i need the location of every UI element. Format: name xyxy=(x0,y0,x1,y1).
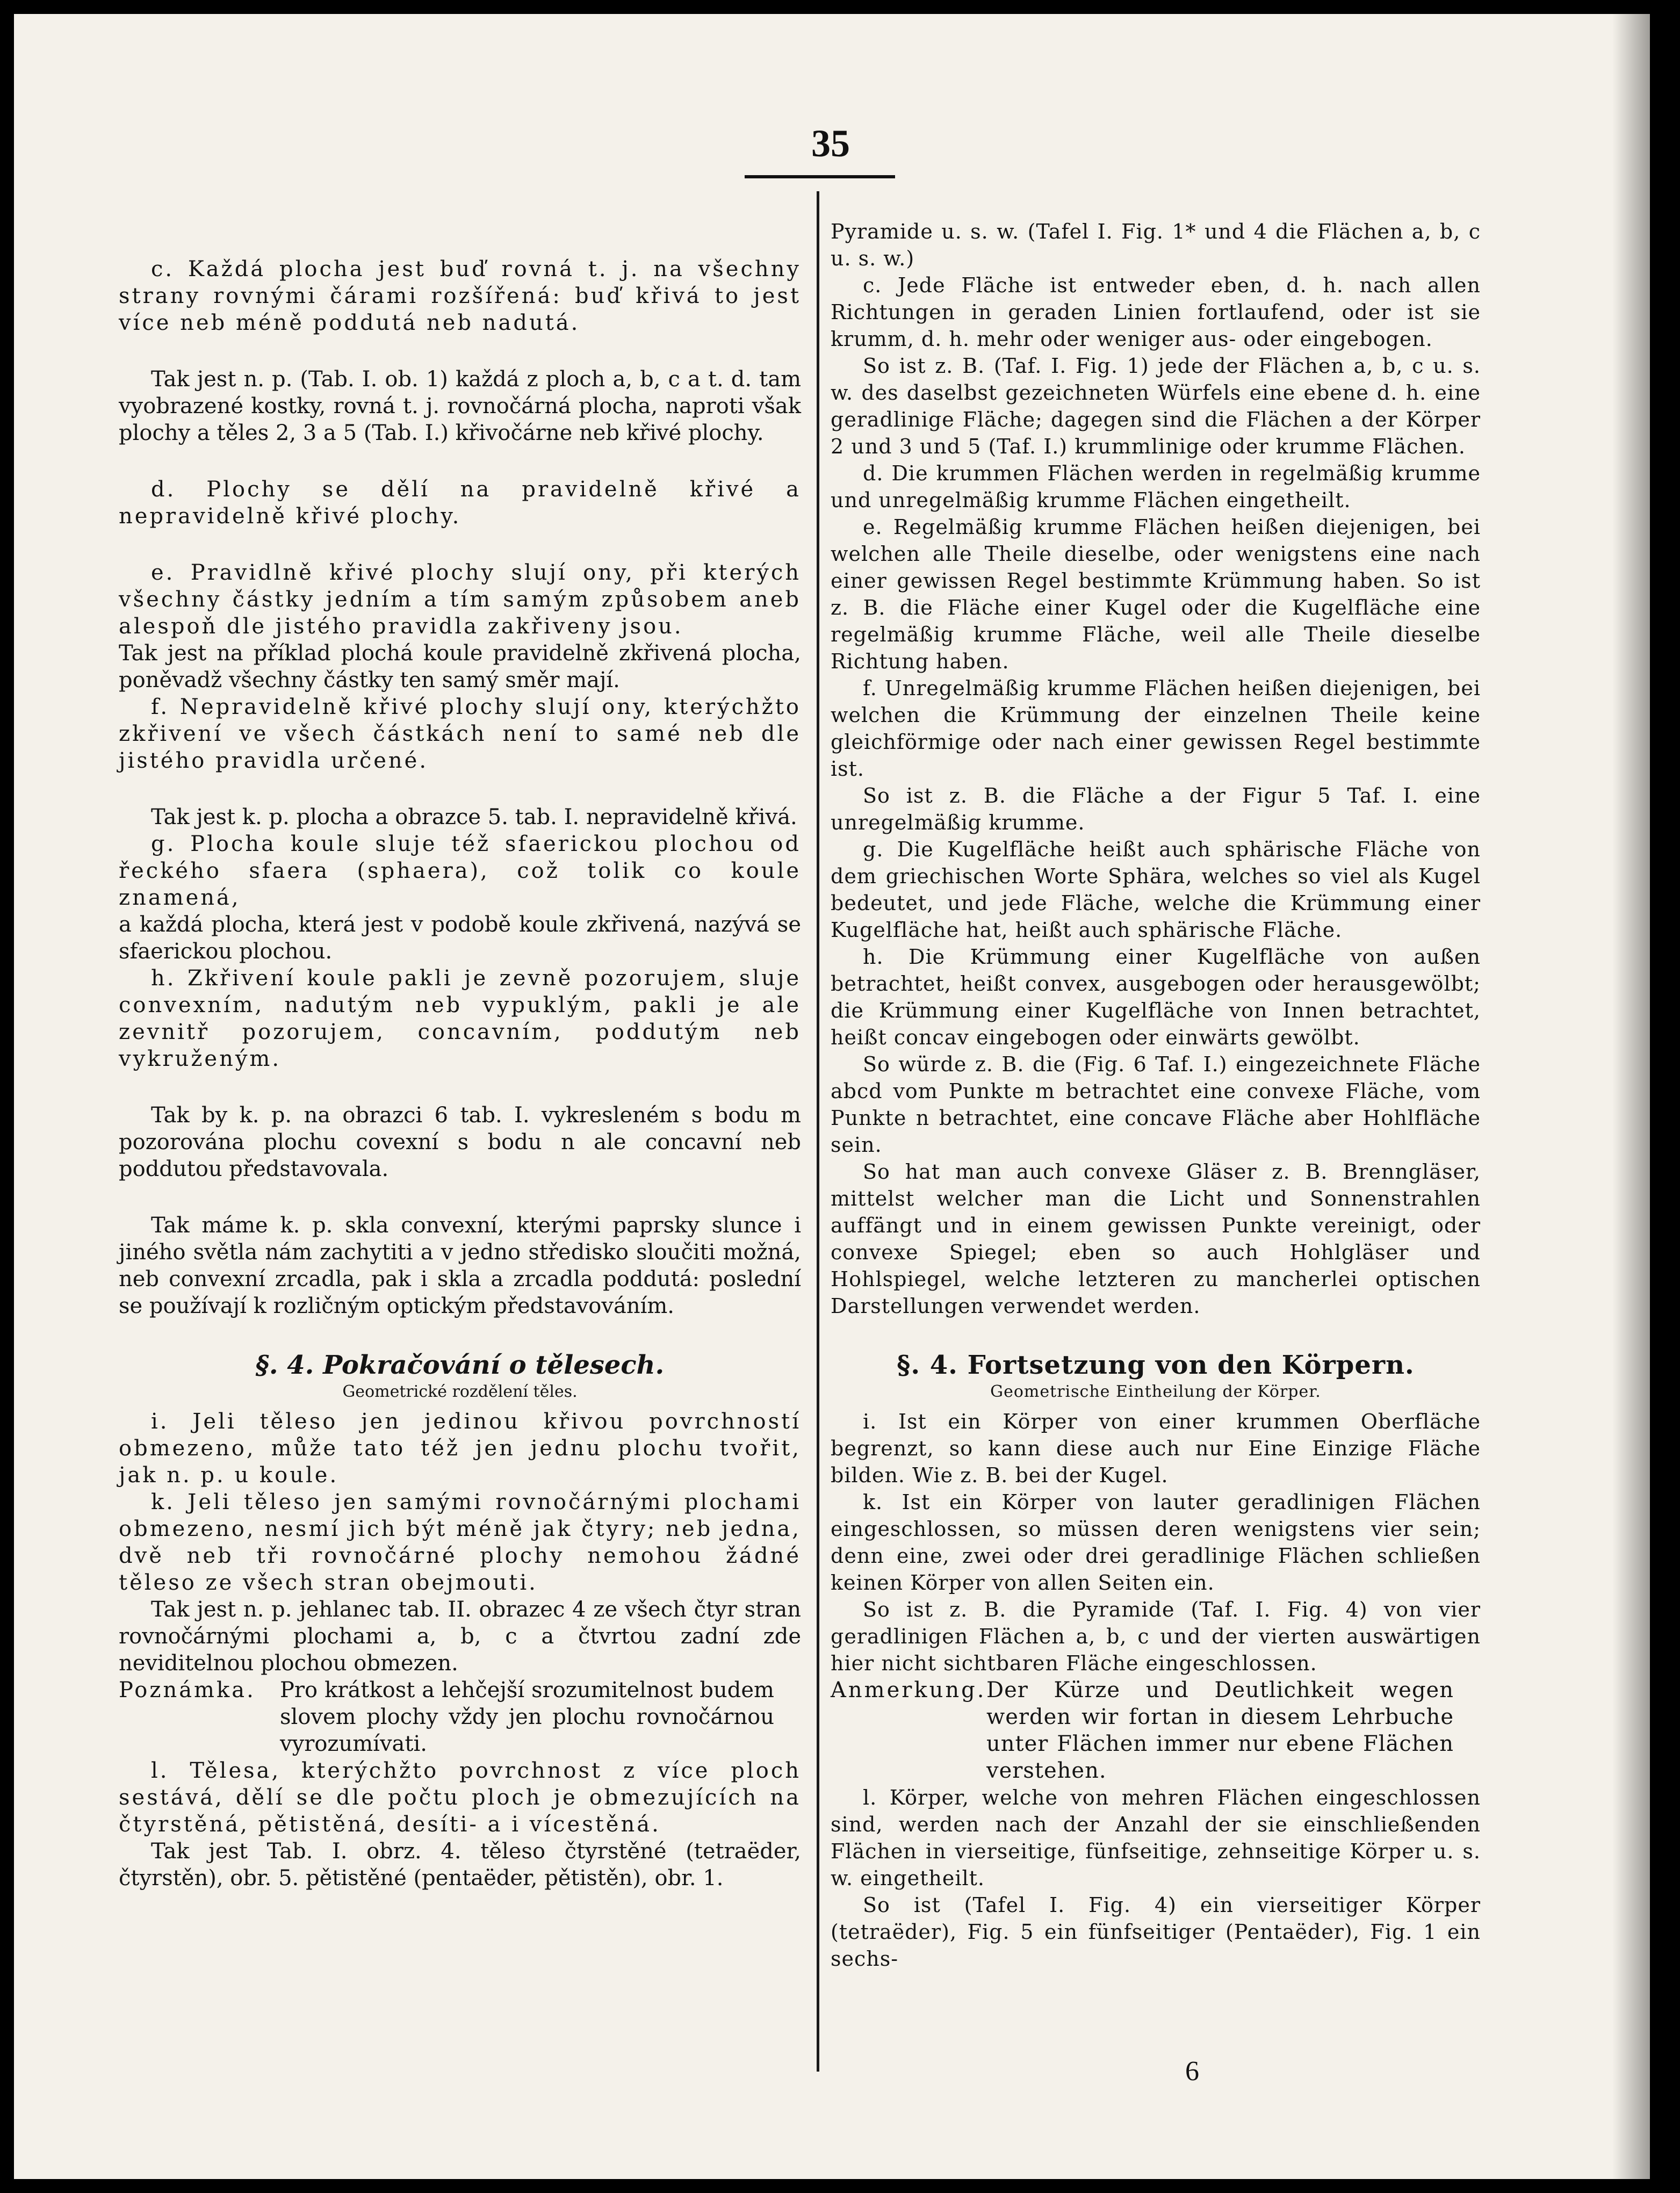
czech-paragraph: Tak jest n. p. (Tab. I. ob. 1) každá z ploch a, b, c a t. d. tam vyobrazené kostky, rovná t. j. rovnočárná plocha, naproti však plochy a těles 2, 3 a 5 (Tab. I.) křivočárne neb křivé plochy. xyxy=(119,367,801,445)
german-paragraph: So würde z. B. die (Fig. 6 Taf. I.) eingezeichnete Fläche abcd vom Punkte m betrachtet eine convexe Fläche, vom Punkte n betrachtet, eine concave Fläche aber Hohlfläche sein. xyxy=(831,1052,1481,1157)
page-number-rule xyxy=(745,175,895,178)
german-paragraph-f: f. Unregelmäßig krumme Flächen heißen diejenigen, bei welchen die Krümmung der einzelnen Theile keine gleichförmige oder nach einer gewissen Regel bestimmte ist. xyxy=(831,676,1481,781)
page-edge-shadow xyxy=(1612,14,1650,2179)
german-paragraph: So ist z. B. die Pyramide (Taf. I. Fig. 4) von vier geradlinigen Flächen a, b, c und der vierten auswärtigen hier nicht sichtbaren Fläche eingeschlossen. xyxy=(831,1598,1481,1675)
german-paragraph: So ist z. B. die Fläche a der Figur 5 Taf. I. eine unregelmäßig krumme. xyxy=(831,784,1481,834)
german-column xyxy=(831,218,1481,1972)
german-section-heading: §. 4. Fortsetzung von den Körpern. xyxy=(897,1350,1415,1380)
czech-paragraph-g: g. Plocha koule sluje též sfaerickou plochou od řeckého sfaera (sphaera), což tolik co koule znamená, xyxy=(119,832,801,910)
german-paragraph-g: g. Die Kugelfläche heißt auch sphärische Fläche von dem griechischen Worte Sphära, welches so viel als Kugel bedeutet, und jede Fläche, welche die Krümmung einer Kugelfläche hat, heißt auch sphärische Fläche. xyxy=(831,838,1481,942)
column-divider xyxy=(817,191,819,2072)
czech-note xyxy=(119,1677,801,1757)
german-paragraph-k: k. Ist ein Körper von lauter geradlinigen Flächen eingeschlossen, so müssen deren wenigstens vier sein; denn eine, zwei oder drei geradlinige Flächen schließen keinen Körper von allen Seiten ein. xyxy=(831,1490,1481,1595)
czech-paragraph: Tak jest n. p. jehlanec tab. II. obrazec 4 ze všech čtyr stran rovnočárnými plochami a, b, c a čtvrtou zadní zde neviditelnou plochou obmezen. xyxy=(119,1597,801,1676)
czech-paragraph: Tak jest k. p. plocha a obrazce 5. tab. I. nepravidelně křivá. xyxy=(151,805,797,829)
czech-paragraph: Tak jest Tab. I. obrz. 4. těleso čtyrstěné (tetraëder, čtyrstěn), obr. 5. pětistěné (pentaëder, pětistěn), obr. 1. xyxy=(119,1839,801,1891)
german-paragraph: So hat man auch convexe Gläser z. B. Brenngläser, mittelst welcher man die Licht und Sonnenstrahlen auffängt und in einem gewissen Punkte vereinigt, oder convexe Spiegel; eben so auch Hohlgläser und Hohlspiegel, welche letzteren zu mancherlei optischen Darstellungen verwendet werden. xyxy=(831,1160,1481,1318)
page-number: 35 xyxy=(811,122,850,165)
german-paragraph-e: e. Regelmäßig krumme Flächen heißen diejenigen, bei welchen alle Theile dieselbe, oder wenigstens eine nach einer gewissen Regel bestimmte Krümmung haben. So ist z. B. die Fläche einer Kugel oder die Kugelfläche eine regelmäßig krumme Fläche, weil alle Theile dieselbe Richtung haben. xyxy=(831,515,1481,673)
german-note-label: Anmerkung. xyxy=(831,1678,986,1703)
german-note-text: Der Kürze und Deutlichkeit wegen werden wir fortan in diesem Lehrbuche unter Flächen immer nur ebene Flächen verstehen. xyxy=(986,1678,1454,1783)
czech-column xyxy=(119,218,801,1892)
czech-note-text: Pro krátkost a lehčejší srozumitelnost budem slovem plochy vždy jen plochu rovnočárnou vyrozumívati. xyxy=(280,1678,774,1756)
german-paragraph-l: l. Körper, welche von mehren Flächen eingeschlossen sind, werden nach der Anzahl der sie einschließenden Flächen in vierseitige, fünfseitige, zehnseitige Körper u. s. w. eingetheilt. xyxy=(831,1786,1481,1890)
czech-paragraph-f: f. Nepravidelně křivé plochy slují ony, kterýchžto zkřivení ve všech částkách není to samé neb dle jistého pravidla určené. xyxy=(119,695,801,773)
german-paragraph: So ist z. B. (Taf. I. Fig. 1) jede der Flächen a, b, c u. s. w. des daselbst gezeichneten Würfels eine ebene d. h. eine geradlinige Fläche; dagegen sind die Flächen a der Körper 2 und 3 und 5 (Taf. I.) krummlinige oder krumme Flächen. xyxy=(831,354,1481,458)
czech-paragraph-i: i. Jeli těleso jen jedinou křivou povrchností obmezeno, může tato též jen jednu plochu tvořit, jak n. p. u koule. xyxy=(119,1409,801,1488)
czech-paragraph-h: h. Zkřivení koule pakli je zevně pozorujem, sluje convexním, nadutým neb vypuklým, pakli je ale zevnitř pozorujem, concavním, poddutým neb vykruženým. xyxy=(119,966,801,1071)
book-page xyxy=(14,14,1650,2179)
german-paragraph-h: h. Die Krümmung einer Kugelfläche von außen betrachtet, heißt convex, ausgebogen oder herausgewölbt; die Krümmung einer Kugelfläche von Innen betrachtet, heißt concav eingebogen oder einwärts gewölbt. xyxy=(831,945,1481,1049)
german-section-subheading: Geometrische Eintheilung der Körper. xyxy=(990,1382,1321,1401)
german-paragraph: Pyramide u. s. w. (Tafel I. Fig. 1* und 4 die Flächen a, b, c u. s. w.) xyxy=(831,220,1481,270)
german-paragraph-d: d. Die krummen Flächen werden in regelmäßig krumme und unregelmäßig krumme Flächen eingetheilt. xyxy=(831,461,1481,512)
czech-paragraph-c: c. Každá plocha jest buď rovná t. j. na všechny strany rovnými čárami rozšířená: buď křivá to jest více neb méně poddutá neb nadutá. xyxy=(119,257,801,335)
czech-section-heading: §. 4. Pokračování o tělesech. xyxy=(255,1350,665,1380)
czech-paragraph-k: k. Jeli těleso jen samými rovnočárnými plochami obmezeno, nesmí jich být méně jak čtyry; neb jedna, dvě neb tři rovnočárné plochy nemohou žádné těleso ze všech stran obejmouti. xyxy=(119,1490,801,1595)
czech-paragraph: Tak máme k. p. skla convexní, kterými paprsky slunce i jiného světla nám zachytiti a v jedno středisko sloučiti možná, neb convexní zrcadla, pak i skla a zrcadla poddutá: poslední se používají k rozličným optickým představováním. xyxy=(119,1213,801,1318)
signature-mark: 6 xyxy=(1185,2056,1199,2087)
czech-paragraph: Tak jest na příklad plochá koule pravidelně zkřivená plocha, poněvadž všechny částky ten samý směr mají. xyxy=(119,641,801,692)
czech-paragraph-l: l. Tělesa, kterýchžto povrchnost z více ploch sestává, dělí se dle počtu ploch je obmezujících na čtyrstěná, pětistěná, desíti- a i vícestěná. xyxy=(119,1758,801,1837)
czech-paragraph: Tak by k. p. na obrazci 6 tab. I. vykresleném s bodu m pozorována plochu covexní s bodu n ale concavní neb poddutou představovala. xyxy=(119,1103,801,1181)
czech-section-subheading: Geometrické rozdělení těles. xyxy=(342,1382,578,1401)
german-paragraph: So ist (Tafel I. Fig. 4) ein vierseitiger Körper (tetraëder), Fig. 5 ein fünfseitiger (Pentaëder), Fig. 1 ein sechs- xyxy=(831,1893,1481,1971)
german-note xyxy=(831,1677,1481,1784)
german-paragraph-c: c. Jede Fläche ist entweder eben, d. h. nach allen Richtungen in geraden Linien fortlaufend, oder ist sie krumm, d. h. mehr oder weniger aus- oder eingebogen. xyxy=(831,273,1481,351)
czech-paragraph-d: d. Plochy se dělí na pravidelně křivé a nepravidelně křivé plochy. xyxy=(119,477,801,529)
czech-paragraph-e: e. Pravidlně křivé plochy slují ony, při kterých všechny částky jedním a tím samým způsobem aneb alespoň dle jistého pravidla zakřiveny jsou. xyxy=(119,560,801,639)
czech-note-label: Poznámka. xyxy=(119,1678,256,1703)
german-paragraph-i: i. Ist ein Körper von einer krummen Oberfläche begrenzt, so kann diese auch nur Eine Einzige Fläche bilden. Wie z. B. bei der Kugel. xyxy=(831,1410,1481,1487)
czech-paragraph: a každá plocha, která jest v podobě koule zkřivená, nazývá se sfaerickou plochou. xyxy=(119,912,801,964)
